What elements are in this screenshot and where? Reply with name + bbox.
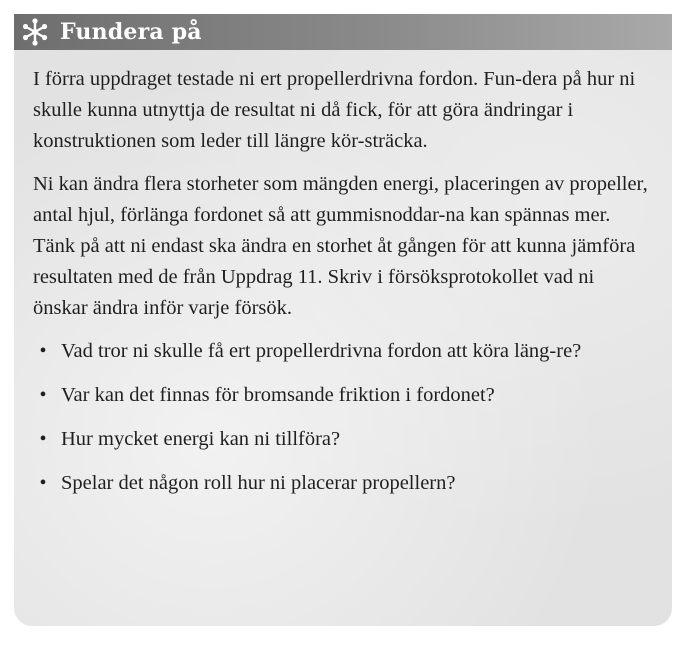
box-title: Fundera på bbox=[60, 19, 202, 45]
list-item bbox=[33, 468, 653, 499]
reflection-box bbox=[14, 14, 672, 626]
paragraph-1: I förra uppdraget testade ni ert propellerdrivna fordon. Fun-dera på hur ni skulle kunna utnyttja de resultat ni då fick, för att göra ändringar i konstruktionen som leder till längre kör-sträcka. bbox=[33, 68, 636, 152]
bullet-icon: • bbox=[39, 340, 47, 362]
snowflake-icon bbox=[20, 17, 50, 47]
list-item bbox=[33, 380, 653, 411]
list-item bbox=[33, 336, 653, 367]
list-item-text: Vad tror ni skulle få ert propellerdrivna fordon att köra läng-re? bbox=[61, 340, 582, 362]
list-item-text: Var kan det finnas för bromsande friktion i fordonet? bbox=[61, 384, 495, 406]
bullet-icon: • bbox=[39, 428, 47, 450]
list-item-text: Spelar det någon roll hur ni placerar propellern? bbox=[61, 472, 456, 494]
bullet-icon: • bbox=[39, 384, 47, 406]
question-list bbox=[33, 336, 653, 499]
box-content bbox=[33, 64, 653, 512]
paragraph-2: Ni kan ändra flera storheter som mängden energi, placeringen av propeller, antal hjul, förlänga fordonet så att gummisnoddar-na kan spännas mer. Tänk på att ni endast ska ändra en storhet åt gången för att kunna jämföra resultaten med de från Uppdrag 11. Skriv i försöksprotokollet vad ni önskar ändra inför varje försök. bbox=[33, 173, 648, 319]
bullet-icon: • bbox=[39, 472, 47, 494]
list-item-text: Hur mycket energi kan ni tillföra? bbox=[61, 428, 341, 450]
box-header bbox=[14, 14, 672, 50]
list-item bbox=[33, 424, 653, 455]
